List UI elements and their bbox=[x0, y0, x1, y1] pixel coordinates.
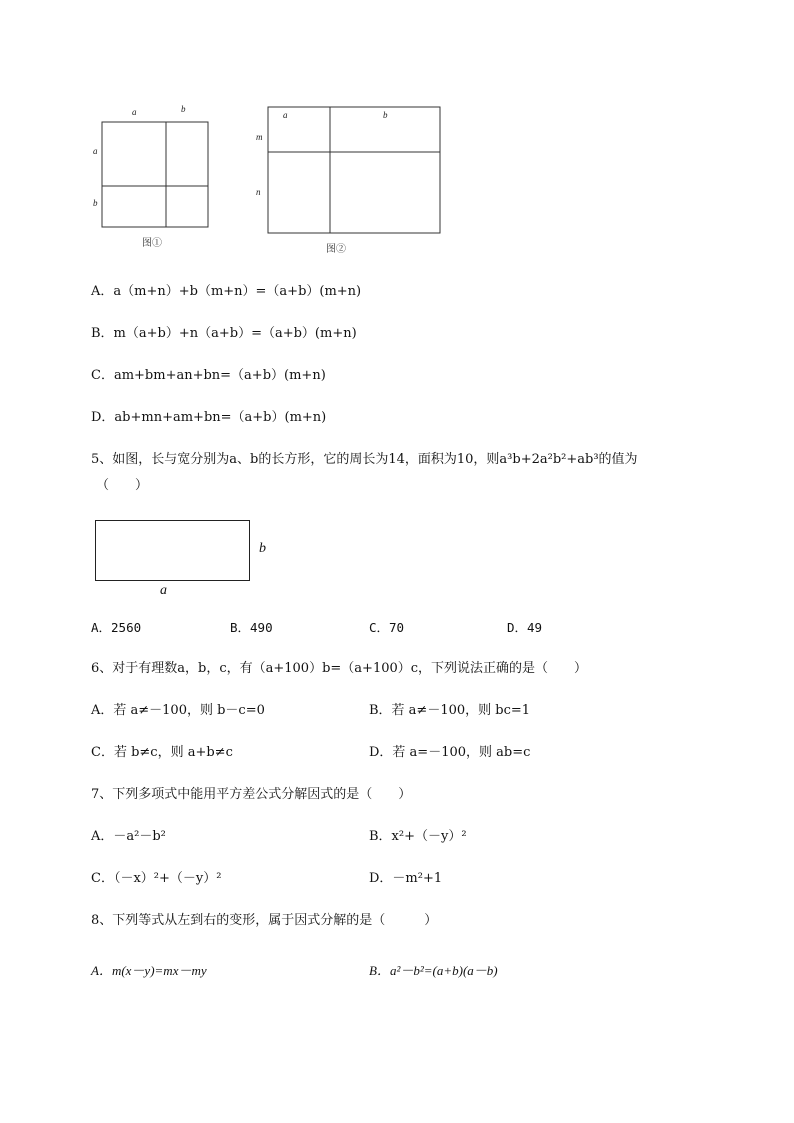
q6-option-c: C．若 b≠c，则 a+b≠c bbox=[91, 745, 233, 760]
q4-option-b: B．m（a+b）+n（a+b）=（a+b）(m+n) bbox=[91, 326, 357, 341]
q5-side-label: b bbox=[259, 541, 266, 556]
fig2-top-label-b: b bbox=[383, 110, 388, 120]
q6-stem: 6、对于有理数a，b，c，有（a+100）b=（a+100）c，下列说法正确的是（ ） bbox=[91, 661, 588, 676]
q8-option-b: B．a²－b²=(a+b)(a－b) bbox=[369, 963, 498, 978]
q5-rectangle bbox=[95, 520, 250, 581]
fig2-caption: 图② bbox=[326, 244, 346, 255]
fig2-top-label-a: a bbox=[283, 110, 288, 120]
figure-1-drawing bbox=[0, 0, 794, 300]
q6-option-d: D．若 a=－100，则 ab=c bbox=[369, 745, 531, 760]
fig2-side-label-n: n bbox=[256, 187, 261, 197]
fig2-side-label-m: m bbox=[256, 132, 263, 142]
q4-option-d: D．ab+mn+am+bn=（a+b）(m+n) bbox=[91, 410, 327, 425]
q4-option-c: C．am+bm+an+bn=（a+b）(m+n) bbox=[91, 368, 326, 383]
fig1-top-label-b: b bbox=[181, 104, 186, 114]
q7-option-d: D．－m²+1 bbox=[369, 871, 443, 886]
fig1-caption: 图① bbox=[142, 238, 162, 249]
fig1-side-label-a: a bbox=[93, 146, 98, 156]
q5-option-a: A．2560 bbox=[91, 620, 142, 635]
q5-stem: 5、如图，长与宽分别为a、b的长方形，它的周长为14，面积为10，则a³b+2a²b²+ab³的值为 bbox=[91, 452, 638, 467]
q7-option-c: C．（－x）²+（－y）² bbox=[91, 871, 222, 886]
q8-option-a: A．m(x－y)=mx－my bbox=[91, 963, 207, 978]
q7-option-b: B．x²+（－y）² bbox=[369, 829, 467, 844]
q6-option-a: A．若 a≠－100，则 b－c=0 bbox=[91, 703, 265, 718]
q6-option-b: B．若 a≠－100，则 bc=1 bbox=[369, 703, 531, 718]
q4-option-a: A．a（m+n）+b（m+n）=（a+b）(m+n) bbox=[91, 284, 362, 299]
q5-bottom-label: a bbox=[160, 583, 167, 598]
q7-stem: 7、下列多项式中能用平方差公式分解因式的是（ ） bbox=[91, 787, 412, 802]
fig1-top-label-a: a bbox=[132, 107, 137, 117]
q7-option-a: A．－a²－b² bbox=[91, 829, 166, 844]
fig1-side-label-b: b bbox=[93, 198, 98, 208]
q5-option-d: D．49 bbox=[507, 620, 543, 635]
q5-option-c: C．70 bbox=[369, 620, 405, 635]
q5-option-b: B．490 bbox=[230, 620, 273, 635]
q5-paren: （ ） bbox=[96, 478, 149, 493]
q8-stem: 8、下列等式从左到右的变形，属于因式分解的是（ ） bbox=[91, 913, 438, 928]
